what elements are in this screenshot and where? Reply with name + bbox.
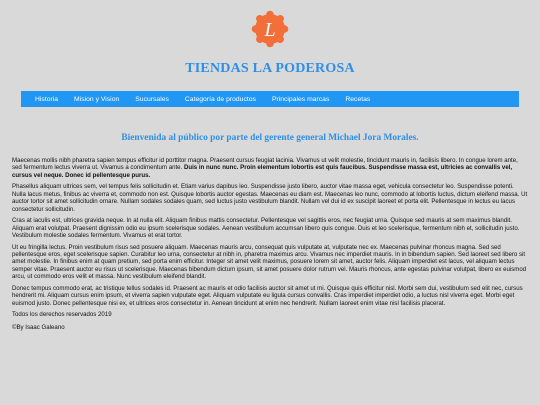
footer-author: ©By Isaac Galeano [12,323,65,331]
nav-item-recetas[interactable]: Recetas [345,95,371,103]
main-nav [21,91,519,107]
nav-item-sucursales[interactable]: Sucursales [135,95,169,103]
logo-flower-icon [250,9,290,49]
logo-letter: L [264,19,276,41]
paragraph-5: Donec tempus commodo erat, ac tristique tellus sodales id. Praesent ac mauris et odio facilisis auctor sit amet ut mi. Quisque quis efficitur nisl. Morbi sem dui, vestibulum sed elit nec, cursus hendrerit mi. Aliquam cursus enim ipsum, et viverra sapien vulputate eget. Aliquam vulputate eu ligula cursus convallis. Cras imperdiet imperdiet odio, a luctus nisl viverra eget. Morbi eget euismod justo. Donec pellentesque nisi ex, et ultrices eros consectetur in. Aenean tincidunt at enim nec hendrerit. Nullam laoreet enim vitae nisl facilisis placerat. [12,284,523,307]
main-content [12,157,528,336]
paragraph-1-bold-text: Duis in nunc nunc. Proin elementum lobortis est quis faucibus. Suspendisse massa est, ultricies ac convallis vel, cursus vel neque. Donec id pellentesque purus. [12,164,513,179]
welcome-headline: Bienvenida al público por parte del gerente general Michael Jora Morales. [121,133,419,143]
nav-item-historia[interactable]: Historia [35,95,59,103]
paragraph-1 [12,157,528,179]
paragraph-3: Cras at iaculis est, ultrices gravida neque. In at nulla elit. Aliquam finibus mattis consectetur. Pellentesque vel sagittis eros, nec feugiat urna. Quisque sed mauris at sem maximus blandit. Aliquam erat volutpat. Praesent dignissim odio eu ipsum scelerisque sodales. Aenean vestibulum accumsan libero quis congue. Duis et leo scelerisque, fermentum nibh et, sollicitudin justo. Vestibulum molestie sodales fermentum. Vivamus et erat tortor. [12,217,520,240]
site-logo[interactable] [250,9,290,49]
footer-rights: Todos los derechos reservados 2019 [12,311,112,319]
nav-item-mision-vision[interactable]: Mision y Vision [74,95,120,103]
paragraph-4: Ut eu fringilla lectus. Proin vestibulum risus sed posuere aliquam. Maecenas mauris arcu, consequat quis vulputate at, vulputate nec ex. Maecenas pulvinar rhoncus magna. Sed sed pellentesque eros, eget scelerisque sapien. Curabitur leo urna, consectetur at nibh in, pharetra maximus arcu. Vivamus nec imperdiet mauris. In in bibendum sapien. Sed laoreet sed libero sit amet molestie. In finibus enim at quam pretium, sed porta enim efficitur. Integer sit amet velit maximus, posuere lorem sit amet, auctor felis. Aliquam imperdiet est lacus, vel aliquam lectus semper vitae. Praesent auctor eu risus ut scelerisque. Maecenas bibendum dictum ipsum, sit amet posuere dolor rutrum vel. Mauris rhoncus, ante egestas pulvinar volutpat, libero ex euismod arcu, ut commodo eros velit et massa. Nunc vestibulum eleifend blandit. [12,243,527,281]
paragraph-2: Phasellus aliquam ultrices sem, vel tempus felis sollicitudin et. Etiam varius dapibus leo. Suspendisse justo libero, auctor vitae massa eget, vehicula consectetur leo. Suspendisse potenti. Nulla lacus metus, finibus ac viverra et, commodo non est. Quisque lobortis auctor egestas. Maecenas eu diam est. Maecenas leo nunc, commodo at lobortis luctus, dictum eleifend massa. Ut auctor tortor sit amet sollicitudin ornare. Nullam sodales sodales quam, sed luctus justo vestibulum blandit. Nullam vel dui id ex suscipit laoreet et porta elit. Pellentesque in lectus eu lacus consectetur sollicitudin. [12,183,528,213]
paragraph-1-text: Maecenas mollis nibh pharetra sapien tempus efficitur id porttitor magna. Praesent cursus feugiat lacinia. Vivamus ut velit molestie, tincidunt mauris in, facilisis libero. In congue lorem ante, sed fermentum lectus viverra ut. Vivamus a condimentum ante. [12,157,518,172]
site-title: TIENDAS LA PODEROSA [185,61,355,76]
nav-item-principales-marcas[interactable]: Principales marcas [271,95,330,103]
nav-item-categoria-productos[interactable]: Categoría de productos [184,95,256,103]
